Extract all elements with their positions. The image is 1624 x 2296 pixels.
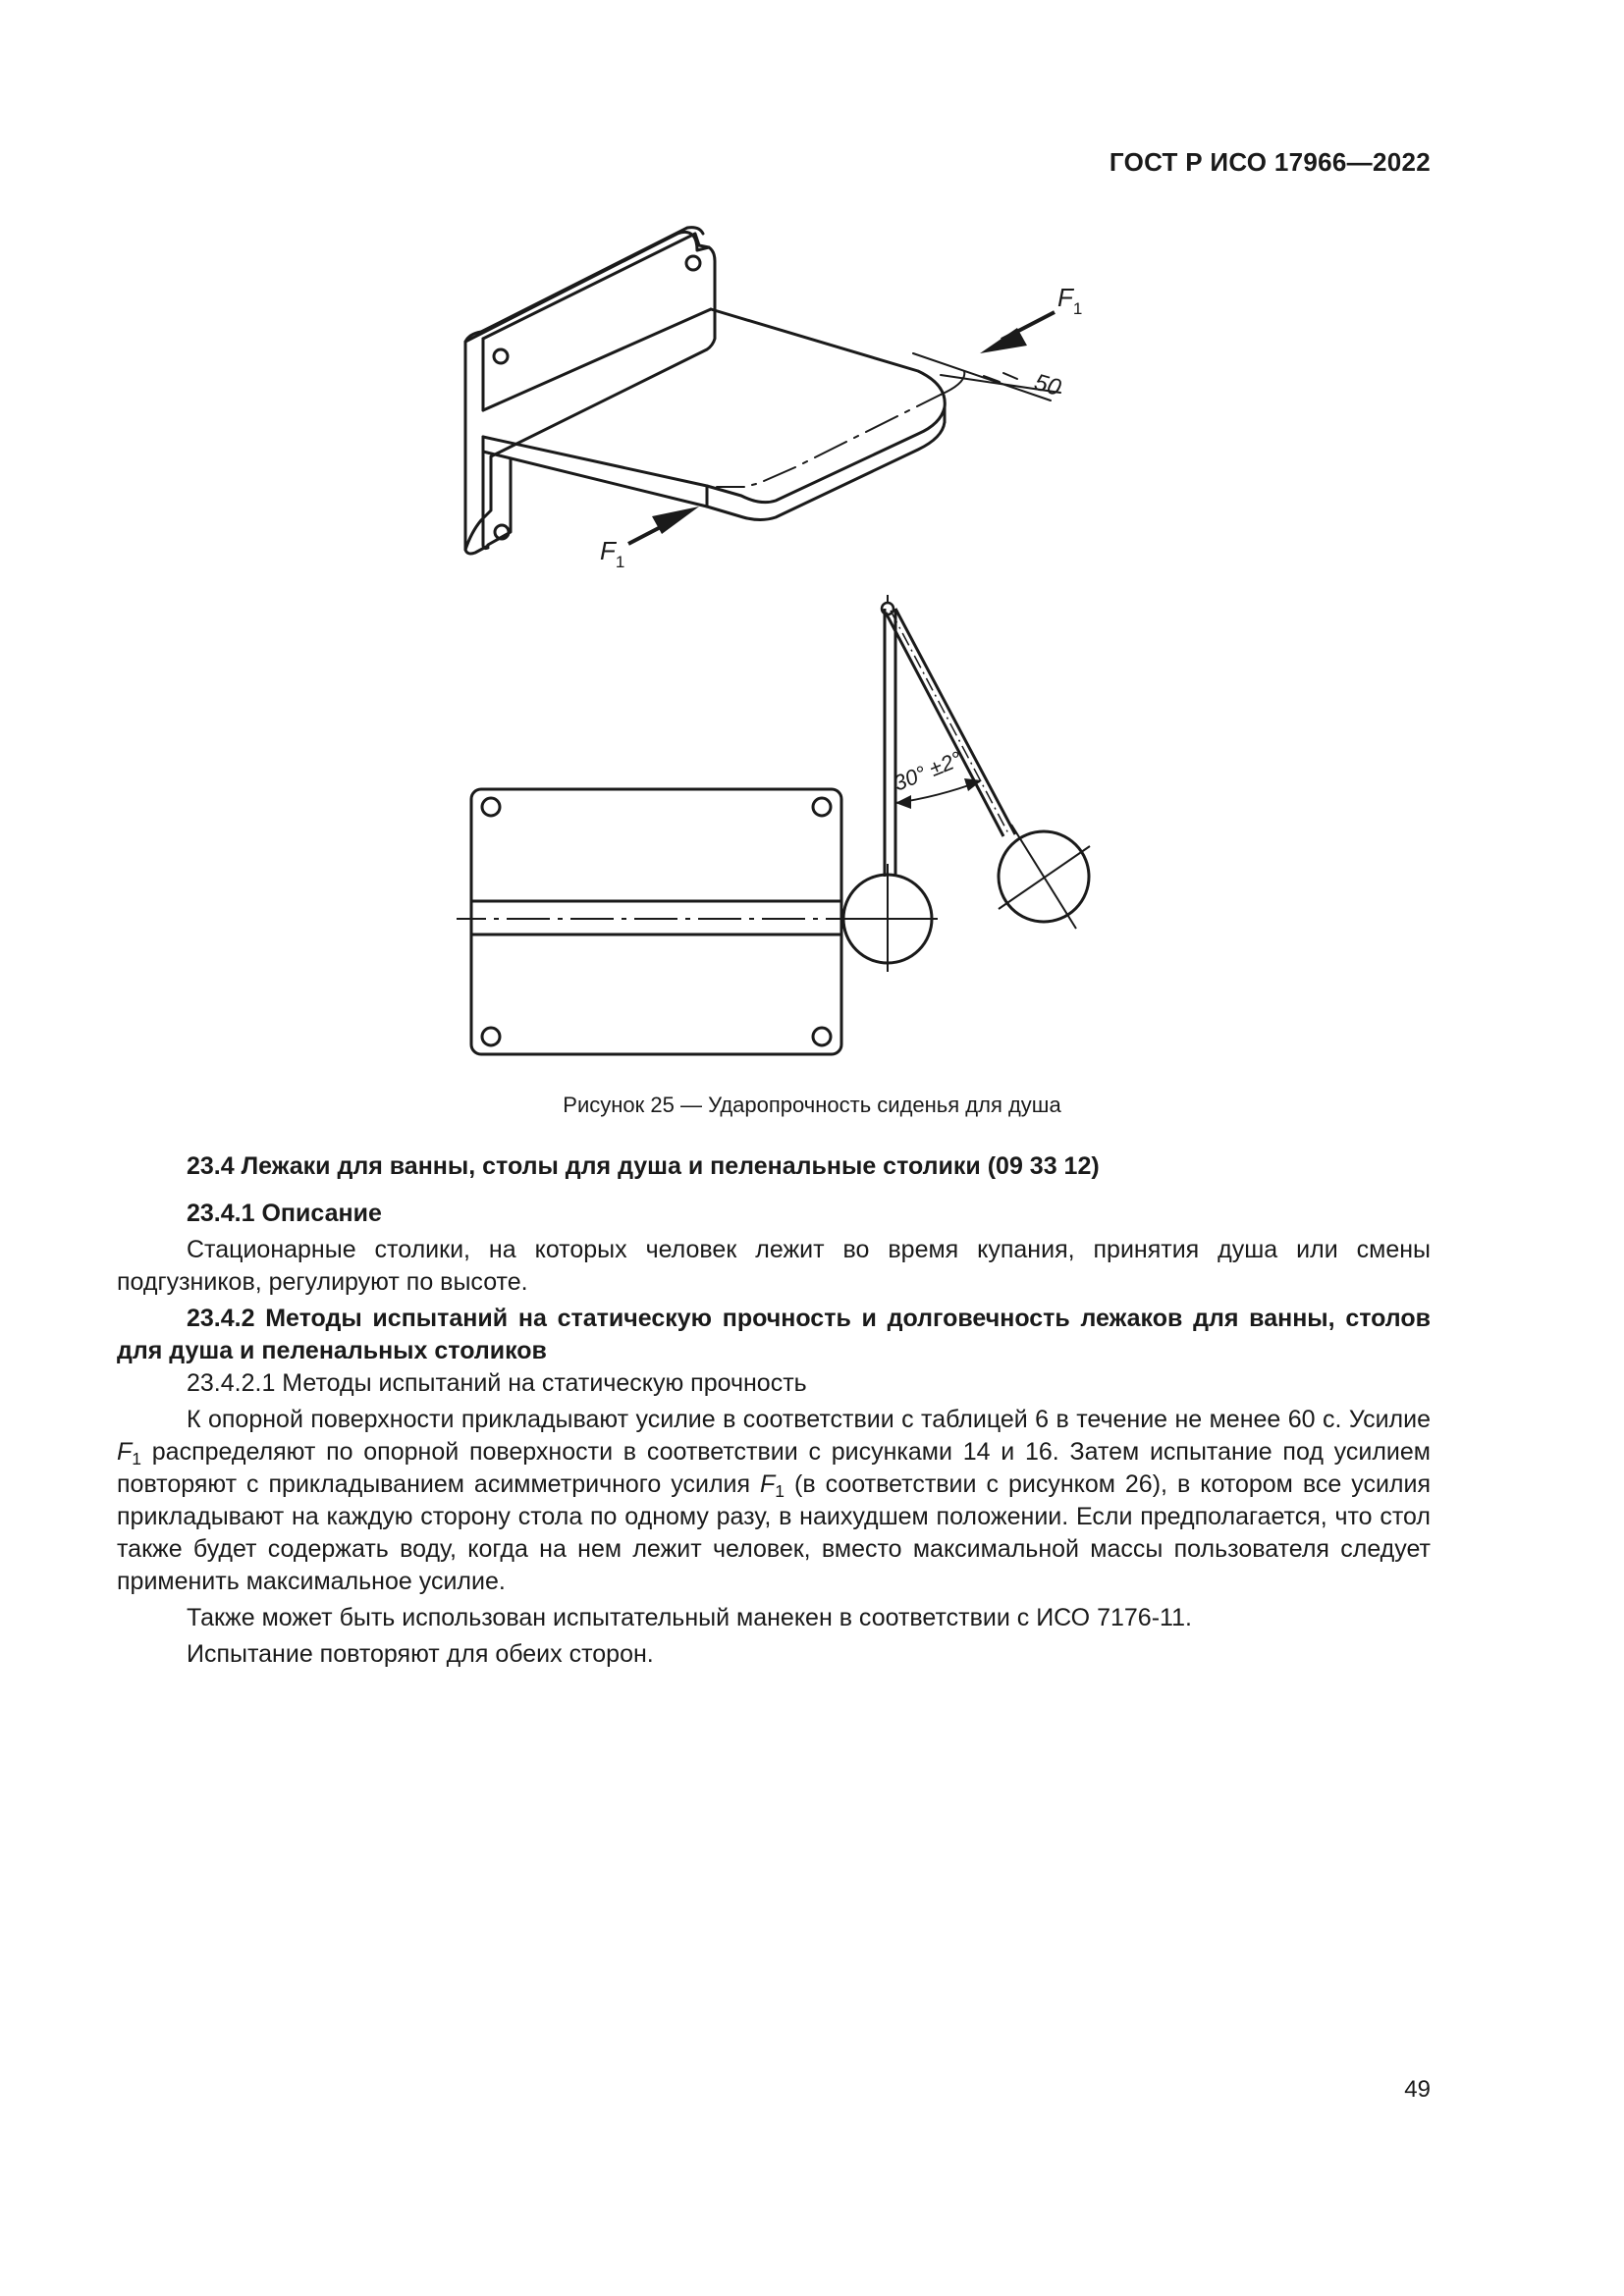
force-label-top: $F_1$ — [1057, 283, 1083, 318]
section-heading-23-4-2-1: 23.4.2.1 Методы испытаний на статическую прочность — [187, 1369, 807, 1397]
seat-centerline — [717, 395, 941, 487]
paragraph-static-test: К опорной поверхности прикладывают усилие в соответствии с таблицей 6 в течение не менее 60 с. Усилие $F_1$ распределяют по опорной поверхности в соответствии с рисунками 14 и 16. Затем испытание под усилием повторяют с прикладыванием асимметричного усилия $F_1$ (в соответствии с рисунком 26), в котором все усилия прикладывают на каждую сторону стола по одному разу, в наихудшем положении. Если предполагается, что стол также будет содержать воду, когда на нем лежит человек, вместо максимальной массы пользователя следует применить максимальное усилие. — [117, 1406, 1431, 1595]
bracket-back-plate — [465, 228, 715, 554]
main-text — [117, 1150, 1431, 1671]
figure-caption: Рисунок 25 — Ударопрочность сиденья для душа — [563, 1093, 1061, 1117]
force-label-bottom: $F_1$ — [600, 536, 625, 571]
paragraph-description: Стационарные столики, на которых человек лежит во время купания, принятия душа или смены подгузников, регулируют по высоте. — [117, 1236, 1431, 1296]
force-arrow-top — [980, 312, 1055, 353]
dimension-label: 50 — [1031, 368, 1064, 402]
force-arrow-bottom — [628, 507, 699, 544]
section-heading-23-4-2: 23.4.2 Методы испытаний на статическую прочность и долговечность лежаков для ванны, столов для душа и пеленальных столиков — [117, 1305, 1431, 1364]
section-heading-23-4: 23.4 Лежаки для ванны, столы для душа и пеленальные столики (09 33 12) — [187, 1152, 1100, 1180]
document-header: ГОСТ Р ИСО 17966—2022 — [1109, 147, 1431, 177]
page-number: 49 — [1404, 2076, 1431, 2103]
angle-label: 30° ±2° — [890, 746, 966, 796]
section-heading-23-4-1: 23.4.1 Описание — [187, 1200, 382, 1227]
paragraph-dummy: Также может быть использован испытательный манекен в соответствии с ИСО 7176-11. — [187, 1604, 1192, 1631]
figure-25 — [0, 0, 1624, 1090]
paragraph-repeat: Испытание повторяют для обеих сторон. — [187, 1640, 654, 1668]
front-view-plate — [471, 789, 841, 1054]
